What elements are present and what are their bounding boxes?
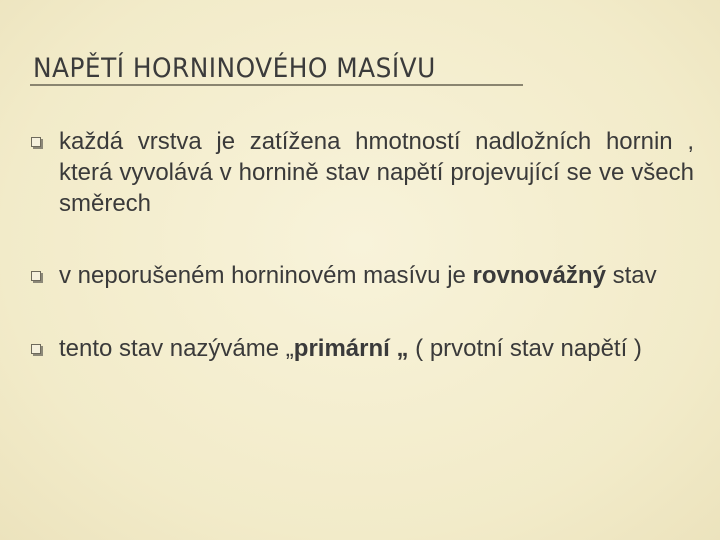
square-bullet-icon bbox=[31, 344, 41, 354]
slide-title: NAPĚTÍ HORNINOVÉHO MASÍVU bbox=[33, 53, 436, 84]
bullet-item-1 bbox=[30, 126, 694, 219]
square-bullet-icon bbox=[31, 271, 41, 281]
bullet-text-3 bbox=[59, 333, 694, 364]
bullet-text-2-bold: rovnovážný bbox=[472, 262, 606, 289]
bullet-text-3-after: ( prvotní stav napětí ) bbox=[408, 335, 642, 362]
bullet-text-1: každá vrstva je zatížena hmotností nadložních hornin , která vyvolává v hornině stav napětí projevující se ve všech směrech bbox=[59, 128, 694, 217]
bullet-text-2 bbox=[59, 260, 694, 291]
bullet-item-3 bbox=[30, 333, 694, 364]
square-bullet-icon bbox=[31, 137, 41, 147]
bullet-list bbox=[30, 126, 694, 364]
bullet-item-2 bbox=[30, 260, 694, 291]
title-underline bbox=[30, 84, 523, 86]
bullet-text-3-before: tento stav nazýváme „ bbox=[59, 335, 294, 362]
bullet-text-2-before: v neporušeném horninovém masívu je bbox=[59, 262, 473, 289]
bullet-text-3-bold: primární „ bbox=[293, 335, 409, 362]
bullet-text-2-after: stav bbox=[605, 262, 657, 289]
